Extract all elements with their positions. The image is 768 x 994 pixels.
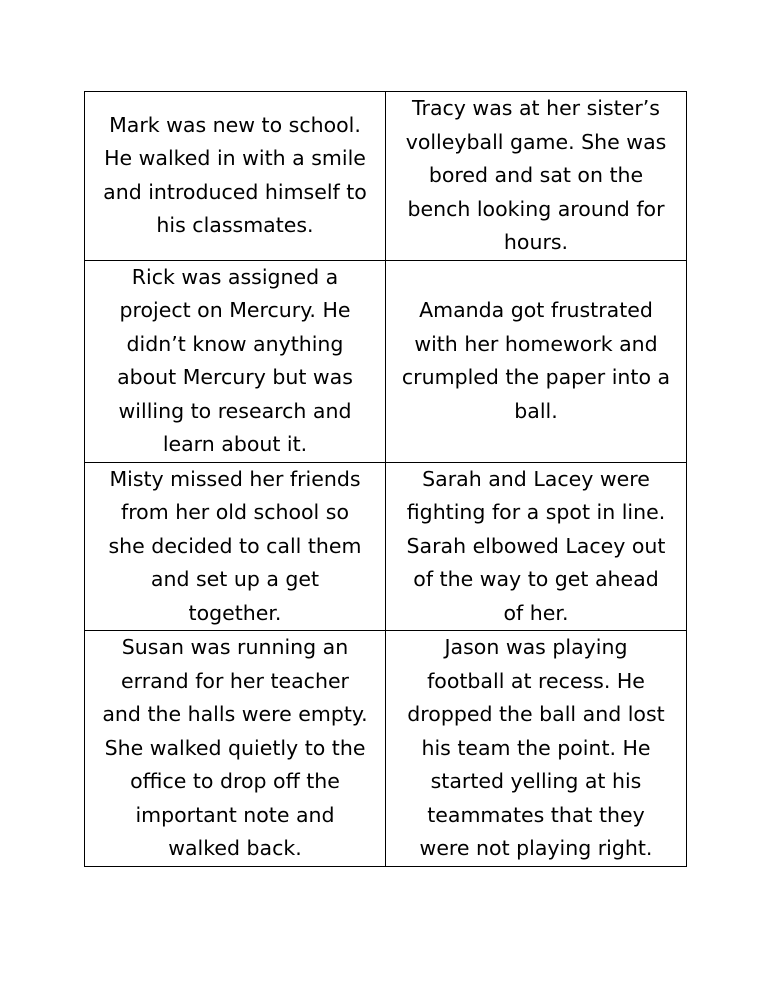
card-line: walked back. — [168, 836, 302, 860]
card-line: Tracy was at her sister’s — [412, 96, 660, 120]
scenario-card-amanda — [386, 260, 687, 462]
card-line: willing to research and — [118, 398, 352, 423]
card-line: of her. — [503, 600, 569, 625]
card-line: didn’t know anything — [126, 331, 344, 356]
card-row — [85, 260, 687, 462]
card-line: were not playing right. — [419, 836, 653, 860]
card-line: learn about it. — [162, 432, 308, 456]
card-line: she decided to call them — [108, 533, 362, 558]
scenario-card-susan — [85, 631, 386, 867]
card-line: of the way to get ahead — [413, 567, 659, 591]
card-line: teammates that they — [427, 802, 645, 827]
card-line: Mark was new to school. — [109, 112, 361, 137]
card-line: started yelling at his — [430, 769, 642, 793]
card-line: and introduced himself to — [103, 179, 367, 204]
card-row — [85, 631, 687, 867]
card-line: project on Mercury. He — [119, 298, 351, 322]
card-line: office to drop off the — [130, 769, 340, 793]
card-line: Sarah elbowed Lacey out — [406, 533, 666, 558]
scenario-card-mark — [85, 92, 386, 261]
card-line: errand for her teacher — [121, 668, 349, 693]
card-line: Amanda got frustrated — [419, 298, 653, 322]
scenario-card-rick — [85, 260, 386, 462]
card-line: Jason was playing — [444, 635, 628, 659]
card-line: bored and sat on the — [428, 163, 644, 187]
card-line: with her homework and — [414, 331, 658, 356]
scenario-card-jason — [386, 631, 687, 867]
card-line: bench looking around for — [407, 196, 665, 221]
card-row — [85, 92, 687, 261]
card-line: hours. — [503, 230, 569, 254]
scenario-card-sarah — [386, 462, 687, 631]
card-line: Sarah and Lacey were — [422, 466, 650, 491]
card-line: his classmates. — [156, 213, 314, 238]
card-line: fighting for a spot in line. — [406, 500, 666, 524]
card-line: and set up a get — [150, 567, 320, 591]
card-line: Misty missed her friends — [109, 466, 361, 491]
card-line: about Mercury but was — [117, 365, 353, 389]
card-line: ball. — [514, 398, 558, 423]
card-line: She walked quietly to the — [104, 735, 366, 760]
card-line: Rick was assigned a — [131, 264, 339, 289]
card-line: important note and — [135, 802, 335, 827]
scenario-card-tracy — [386, 92, 687, 261]
card-line: He walked in with a smile — [104, 146, 366, 171]
card-line: crumpled the paper into a — [401, 365, 671, 389]
card-line: his team the point. He — [421, 735, 651, 760]
card-line: dropped the ball and lost — [407, 702, 665, 726]
card-line: from her old school so — [120, 500, 349, 524]
card-line: together. — [188, 600, 282, 625]
card-line: volleyball game. She was — [405, 129, 667, 154]
card-line: football at recess. He — [427, 668, 645, 693]
scenario-card-misty — [85, 462, 386, 631]
card-row — [85, 462, 687, 631]
card-line: Susan was running an — [121, 635, 349, 659]
card-line: and the halls were empty. — [102, 702, 368, 726]
scenario-cards-table — [84, 91, 687, 867]
